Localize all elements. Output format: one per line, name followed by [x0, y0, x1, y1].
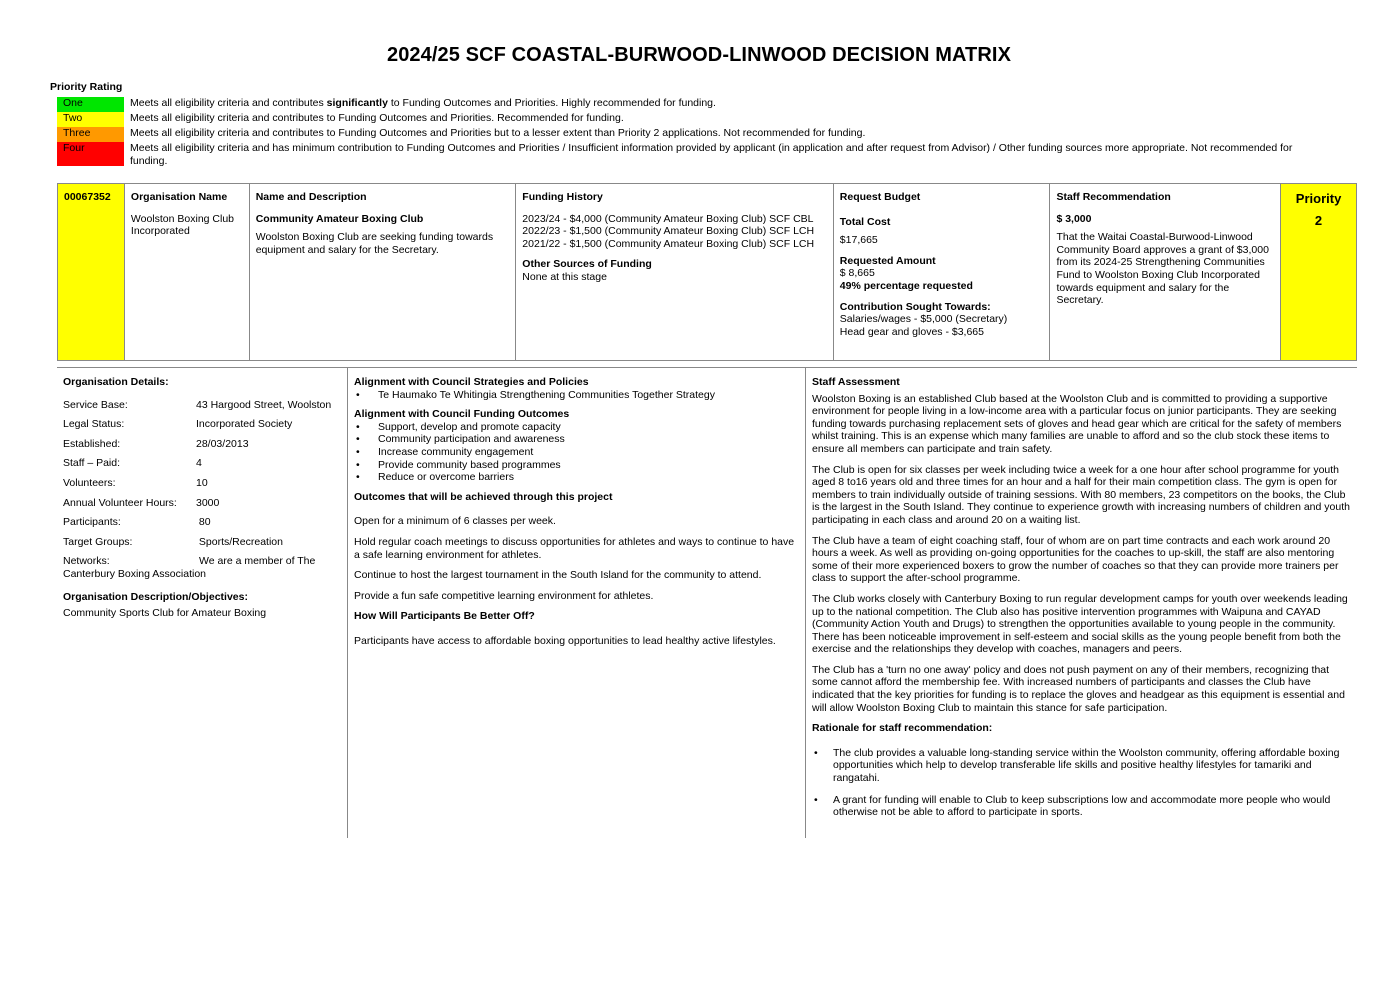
achieved-outcome: Open for a minimum of 6 classes per week.	[354, 515, 556, 528]
detail-row	[63, 516, 341, 529]
legend-swatch-two: Two	[57, 112, 124, 127]
application-id: 00067352	[58, 184, 125, 360]
organisation-header: Organisation Name	[130, 191, 228, 203]
achieved-outcome: Hold regular coach meetings to discuss opportunities for athletes and ways to continue to have a safe learning environment for athletes.	[354, 535, 795, 561]
detail-row	[63, 457, 341, 470]
assessment-paragraph: The Club has a 'turn no one away' policy and does not push payment on any of their members, recognizing that some cannot afford the membership fee. With increased numbers of participants and classes the Club have indicated that the key priorities for funding is to replace the gloves and headgear as this equipment is essential and will allow Woolston Boxing Club to maintain this stance for safe participation.	[812, 663, 1345, 714]
legend-desc-one-pre: Meets all eligibility criteria and contributes	[130, 97, 327, 109]
detail-row	[63, 536, 341, 549]
strategies-list	[354, 389, 799, 402]
detail-row	[63, 497, 341, 510]
detail-value: Incorporated Society	[196, 418, 293, 431]
assessment-paragraph: The Club have a team of eight coaching staff, four of whom are on part time contracts and each work around 20 hours a week. As well as providing on-going opportunities for the coaches to up-skill, the staff are also mentoring some of their more experienced boxers to grow the number of coaches so that they can provide more trainers per class to support the after-school programme.	[812, 534, 1339, 585]
project-description: Woolston Boxing Club are seeking funding towards equipment and salary for the Secretary.	[255, 231, 494, 256]
detail-value: 4	[196, 457, 202, 470]
list-item: • Community participation and awareness	[354, 433, 799, 446]
name-description-cell	[250, 184, 517, 360]
priority-legend	[57, 97, 1317, 167]
details-section	[57, 368, 1357, 838]
staff-recommendation-amount: $ 3,000	[1056, 212, 1092, 225]
detail-row	[63, 418, 341, 431]
staff-recommendation-cell	[1050, 184, 1281, 360]
legend-desc-two: Meets all eligibility criteria and contributes to Funding Outcomes and Priorities. Recommended for funding.	[130, 112, 624, 124]
application-row	[57, 183, 1357, 361]
list-item: • A grant for funding will enable to Club to keep subscriptions low and accommodate more people who would otherwise not be able to afford to participate in sports.	[812, 794, 1351, 819]
assessment-paragraph: The Club works closely with Canterbury Boxing to run regular development camps for youth over weekends leading up to the national competition. The Club also has positive intervention programmes with Waipuna and CAYAD (Community Action Youth and Drugs) to strengthen the opportunities available to young people in the community. There has been noticeable improvement in self-esteem and social skills as the young people benefit from both the exercise and the relationships they develop with coaches, managers and peers.	[812, 592, 1348, 656]
better-off-text: Participants have access to affordable boxing opportunities to lead healthy active lifestyles.	[354, 634, 776, 647]
detail-label: Legal Status:	[63, 418, 125, 431]
legend-swatch-four: Four	[57, 142, 124, 166]
other-sources-header: Other Sources of Funding	[522, 258, 652, 271]
contribution-item: Salaries/wages - $5,000 (Secretary)	[839, 313, 1008, 326]
achieved-outcome: Continue to host the largest tournament in the South Island for the community to attend.	[354, 569, 762, 582]
achieved-outcomes-header: Outcomes that will be achieved through this project	[354, 490, 613, 503]
detail-value: 3000	[196, 496, 220, 509]
list-item: • Te Haumako Te Whitingia Strengthening Communities Together Strategy	[354, 389, 799, 402]
funding-outcomes-header: Alignment with Council Funding Outcomes	[354, 408, 570, 421]
legend-desc-one-post: to Funding Outcomes and Priorities. Highly recommended for funding.	[387, 97, 716, 109]
requested-amount-label: Requested Amount	[839, 254, 936, 267]
priority-cell	[1281, 184, 1356, 360]
organisation-description-header: Organisation Description/Objectives:	[63, 590, 248, 603]
legend-swatch-three: Three	[57, 127, 124, 142]
contribution-label: Contribution Sought Towards:	[839, 300, 991, 313]
total-cost-value: $17,665	[839, 234, 878, 247]
funding-history-item: 2022/23 - $1,500 (Community Amateur Boxing Club) SCF LCH	[522, 225, 815, 238]
list-item: • Reduce or overcome barriers	[354, 471, 799, 484]
contribution-item: Head gear and gloves - $3,665	[839, 325, 984, 338]
legend-row-one	[57, 97, 1317, 112]
assessment-paragraph: The Club is open for six classes per week including twice a week for a one hour after school programme for youth aged 8 to16 years old and three times for an hour and a half for their main competition class. The gym is open for members to train individually outside of training sessions. With 80 members, 23 competitors on the books, the Club is the largest in the South Island. They continue to experience growth with increasing numbers of children and youth participating in each class and around 20 on a waiting list.	[812, 463, 1350, 526]
detail-value: 28/03/2013	[196, 437, 249, 450]
staff-recommendation-text: That the Waitai Coastal-Burwood-Linwood Community Board approves a grant of $3,000 from its 2024-25 Strengthening Communities Fund to Woolston Boxing Club Incorporated towards equipment and salary for the Secretary.	[1056, 231, 1269, 307]
organisation-details-header: Organisation Details:	[63, 376, 169, 388]
list-item: • Increase community engagement	[354, 446, 799, 459]
other-sources-value: None at this stage	[522, 270, 607, 283]
organisation-cell	[125, 184, 250, 360]
detail-label: Participants:	[63, 516, 121, 529]
list-item: • Provide community based programmes	[354, 459, 799, 472]
detail-label: Annual Volunteer Hours:	[63, 496, 177, 509]
funding-history-item: 2021/22 - $1,500 (Community Amateur Boxing Club) SCF LCH	[522, 237, 815, 250]
detail-row	[63, 477, 341, 490]
organisation-details-column	[57, 368, 348, 838]
project-name: Community Amateur Boxing Club	[255, 212, 424, 225]
detail-value: Sports/Recreation	[196, 535, 283, 548]
detail-label: Staff – Paid:	[63, 457, 121, 470]
assessment-paragraph: Woolston Boxing is an established Club based at the Woolston Club and is committed to providing a supportive environment for people living in a low-income area with a particular focus on junior participants. They are seeking funding towards purchasing replacement sets of gloves and head gear which are critical for the safety of members whilst training. This is an expense which many families are unable to afford and so the club stock these items to ensure all members can participate and train safety.	[812, 392, 1342, 455]
requested-amount-value: $ 8,665	[839, 267, 875, 280]
achieved-outcome: Provide a fun safe competitive learning environment for athletes.	[354, 589, 654, 602]
legend-desc-four: Meets all eligibility criteria and has minimum contribution to Funding Outcomes and Priorities / Insufficient information provided by applicant (in application and after request from Advisor) / Other funding sources more appropriate. Not recommended for funding.	[130, 142, 1293, 167]
staff-assessment-column	[806, 368, 1357, 838]
staff-recommendation-header: Staff Recommendation	[1056, 191, 1171, 203]
networks-row	[63, 555, 341, 580]
legend-row-two	[57, 112, 1317, 127]
request-budget-header: Request Budget	[839, 191, 921, 203]
networks-value: We are a member of The Canterbury Boxing Association	[63, 555, 316, 580]
detail-row	[63, 438, 341, 451]
page-title: 2024/25 SCF COASTAL-BURWOOD-LINWOOD DECISION MATRIX	[386, 44, 1012, 66]
legend-desc-one-bold: significantly	[326, 97, 388, 109]
priority-value: 2	[1314, 212, 1323, 228]
funding-history-item: 2023/24 - $4,000 (Community Amateur Boxing Club) SCF CBL	[522, 212, 814, 225]
legend-row-four	[57, 142, 1317, 167]
total-cost-label: Total Cost	[839, 215, 891, 228]
strategies-header: Alignment with Council Strategies and Policies	[354, 376, 589, 388]
rationale-list	[812, 747, 1351, 819]
organisation-name: Woolston Boxing Club Incorporated	[130, 212, 235, 238]
funding-outcomes-list	[354, 421, 799, 484]
rationale-header: Rationale for staff recommendation:	[812, 722, 993, 735]
detail-value: 43 Hargood Street, Woolston	[196, 398, 332, 411]
detail-value: 80	[196, 516, 211, 529]
legend-row-three	[57, 127, 1317, 142]
priority-label: Priority	[1295, 191, 1342, 206]
detail-row	[63, 399, 341, 412]
list-item: • The club provides a valuable long-standing service within the Woolston community, offering affordable boxing opportunities which help to develop transferable life skills and positive healthy lifestyles for tamariki and rangatahi.	[812, 747, 1351, 785]
percentage-requested: 49% percentage requested	[839, 279, 973, 292]
funding-history-header: Funding History	[522, 191, 603, 203]
funding-history-cell	[516, 184, 834, 360]
request-budget-cell	[834, 184, 1051, 360]
list-item: • Support, develop and promote capacity	[354, 421, 799, 434]
legend-swatch-one: One	[57, 97, 124, 112]
organisation-description: Community Sports Club for Amateur Boxing	[63, 607, 267, 620]
detail-value: 10	[196, 476, 208, 489]
legend-desc-three: Meets all eligibility criteria and contributes to Funding Outcomes and Priorities but to a lesser extent than Priority 2 applications. Not recommended for funding.	[130, 127, 866, 139]
detail-label: Service Base:	[63, 398, 128, 411]
alignment-column	[348, 368, 806, 838]
networks-label: Networks:	[63, 555, 110, 568]
detail-label: Established:	[63, 437, 121, 450]
legend-desc-one	[124, 97, 716, 110]
better-off-header: How Will Participants Be Better Off?	[354, 610, 535, 623]
legend-title: Priority Rating	[50, 81, 123, 93]
detail-label: Volunteers:	[63, 476, 116, 489]
staff-assessment-header: Staff Assessment	[812, 376, 900, 388]
name-description-header: Name and Description	[255, 191, 367, 203]
detail-label: Target Groups:	[63, 535, 133, 548]
